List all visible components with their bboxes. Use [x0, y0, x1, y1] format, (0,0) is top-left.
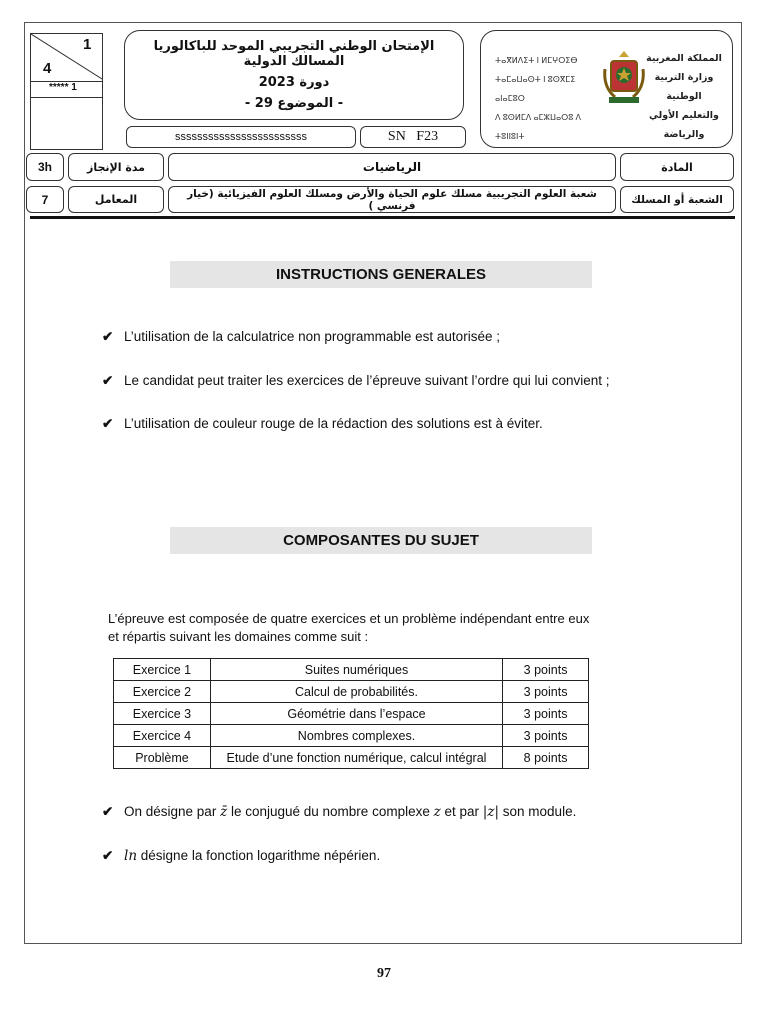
exam-title: الإمتحان الوطني التجريبي الموحد للباكالوريا المسالك الدولية [153, 39, 435, 69]
composantes-intro: L’épreuve est composée de quatre exercices et un problème indépendant entre eux et répartis suivant les domaines comme suit : [108, 611, 590, 644]
page-stars: ***** 1 [49, 82, 77, 93]
exercise-cell: Exercice 2 [114, 681, 211, 703]
footer-page-number: 97 [377, 966, 391, 981]
exam-title-box [124, 30, 464, 120]
table-row [114, 659, 589, 681]
domain-cell: Géométrie dans l’espace [210, 703, 502, 725]
page-current: 1 [83, 36, 92, 53]
exercise-cell: Exercice 3 [114, 703, 211, 725]
duration-value: 3h [26, 153, 64, 181]
exercise-cell: Problème [114, 747, 211, 769]
domains-table [113, 658, 589, 769]
exam-code: SN F23 [360, 126, 466, 148]
table-row [114, 703, 589, 725]
domain-cell: Suites numériques [210, 659, 502, 681]
note-logarithm: ✔ ln désigne la fonction logarithme népérien. [102, 848, 381, 864]
duration-label: مدة الإنجاز [68, 153, 164, 181]
domain-cell: Nombres complexes. [210, 725, 502, 747]
page-box-diagonal [31, 34, 102, 82]
coefficient-label: المعامل [68, 186, 164, 213]
page-box-separator [31, 97, 102, 98]
code-field: ssssssssssssssssssssssss [126, 126, 356, 148]
check-icon: ✔ [102, 848, 114, 863]
instruction-item: ✔ L’utilisation de la calculatrice non programmable est autorisée ; [102, 329, 500, 344]
track-name: شعبة العلوم التجريبية مسلك علوم الحياة والأرض ومسلك العلوم الفيزيائية (خيار فرنسي ) [168, 186, 616, 213]
domain-cell: Calcul de probabilités. [210, 681, 502, 703]
exercise-cell: Exercice 4 [114, 725, 211, 747]
exam-subject-number: - الموضوع 29 - [244, 96, 344, 111]
ministry-box [480, 30, 733, 148]
coefficient-value: 7 [26, 186, 64, 213]
instruction-item: ✔ Le candidat peut traiter les exercices de l’épreuve suivant l’ordre qui lui convient ; [102, 373, 610, 388]
note-conjugate: ✔ On désigne par z̄ le conjugué du nombre complexe z et par |z| son module. [102, 804, 577, 820]
table-row [114, 725, 589, 747]
page-number-box [30, 33, 103, 150]
check-icon: ✔ [102, 373, 114, 388]
subject-label: المادة [620, 153, 734, 181]
table-row [114, 747, 589, 769]
points-cell: 3 points [503, 725, 589, 747]
check-icon: ✔ [102, 416, 114, 431]
domain-cell: Etude d’une fonction numérique, calcul intégral [210, 747, 502, 769]
points-cell: 3 points [503, 703, 589, 725]
composantes-title: COMPOSANTES DU SUJET [170, 527, 592, 554]
instructions-title: INSTRUCTIONS GENERALES [170, 261, 592, 288]
track-label: الشعبة أو المسلك [620, 186, 734, 213]
points-cell: 8 points [503, 747, 589, 769]
exam-session: دورة 2023 [258, 75, 330, 90]
moroccan-emblem-icon [603, 49, 645, 109]
points-cell: 3 points [503, 681, 589, 703]
instruction-item: ✔ L’utilisation de couleur rouge de la rédaction des solutions est à éviter. [102, 416, 543, 431]
points-cell: 3 points [503, 659, 589, 681]
table-row [114, 681, 589, 703]
ministry-arabic: المملكة المغربية وزارة التربية الوطنية والتعليم الأولي والرياضة [646, 53, 722, 140]
header-divider [30, 216, 735, 219]
check-icon: ✔ [102, 804, 114, 819]
ministry-tifinagh: ⵜⴰⴳⵍⴷⵉⵜ ⵏ ⵍⵎⵖⵔⵉⴱ ⵜⴰⵎⴰⵡⴰⵙⵜ ⵏ ⵓⵙⴳⵎⵉ ⴰⵏⴰⵎⵓⵔ ⴷ ⵓⵙⵍⵎⴷ ⴰⵎⵣⵡⴰⵔⵓ ⴷ ⵜⵓⵏⵏⵓⵏⵜ [495, 56, 581, 141]
page-total: 4 [43, 60, 52, 77]
subject-name: الرياضيات [168, 153, 616, 181]
check-icon: ✔ [102, 329, 114, 344]
exercise-cell: Exercice 1 [114, 659, 211, 681]
